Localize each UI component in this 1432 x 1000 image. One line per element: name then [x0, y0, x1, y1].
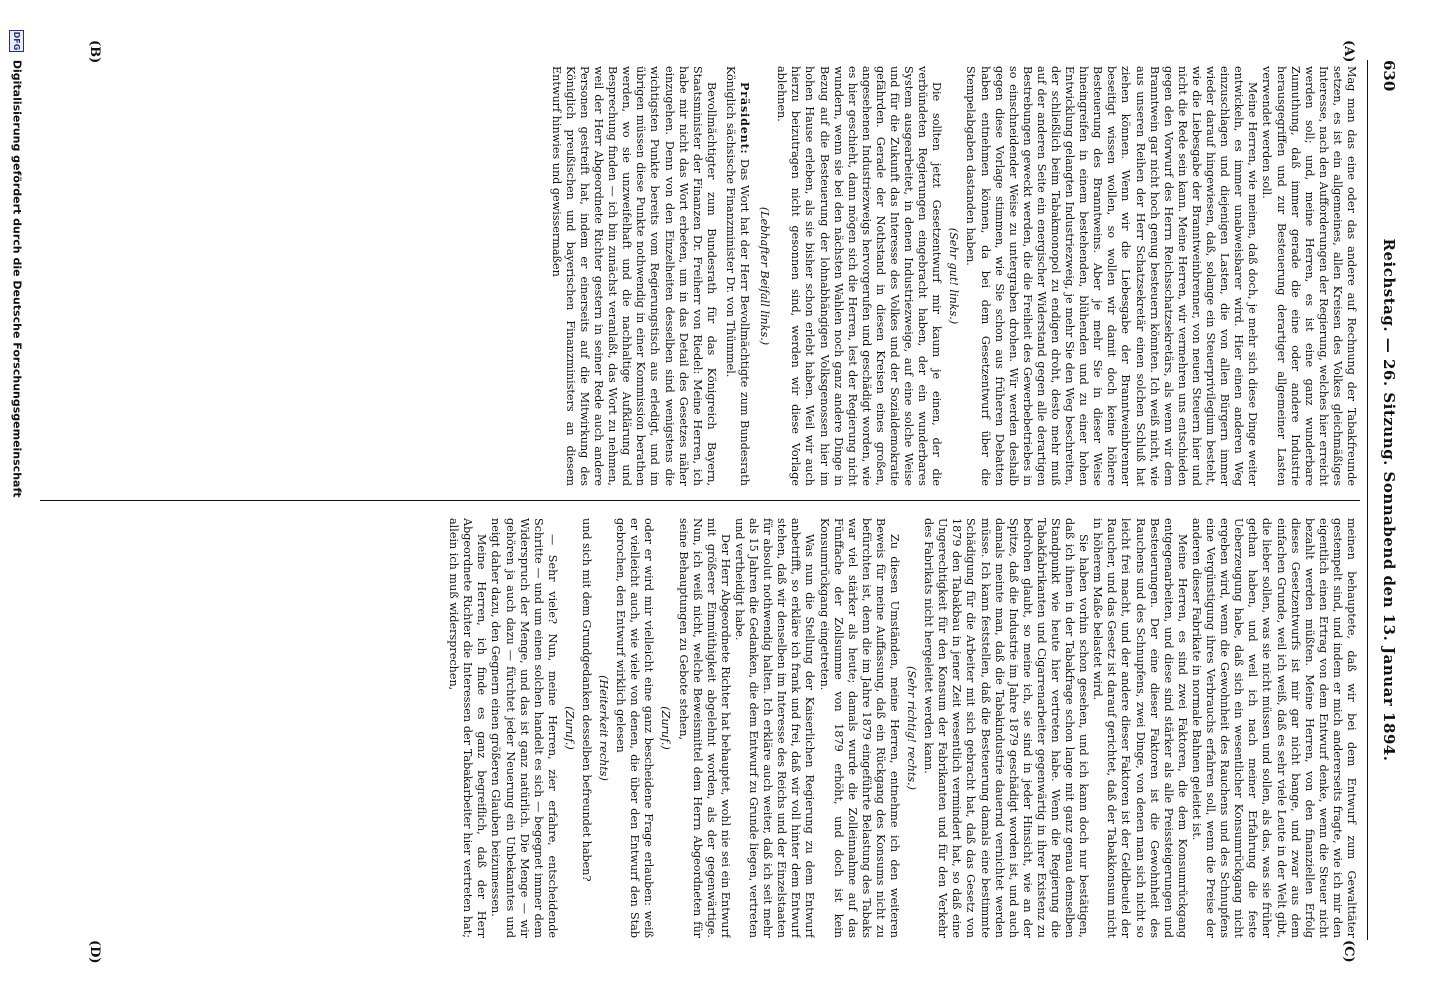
- paragraph: [613, 518, 655, 938]
- paragraph-text: (Sehr gut! links.): [947, 227, 961, 325]
- paragraph-text: (Sehr richtig! rechts.): [905, 665, 919, 791]
- paragraph: [774, 66, 943, 486]
- margin-mark-b: (B): [87, 40, 102, 64]
- paragraph-text: Das Wort hat der Herr Bevollmächtigte zum Bundesrath Königlich sächsische Finanzminister Dr. von Thümmel.: [723, 66, 752, 486]
- footer-text: Digitalisierung gefördert durch die Deutsche Forschungsgemeinschaft: [10, 59, 24, 498]
- interjection: [562, 518, 576, 938]
- paragraph: [488, 518, 558, 938]
- paragraph-text: Meine Herren, ich finde es ganz begreiflich, daß der Herr Abgeordnete Richter die Interessen der Tabakarbeiter hier vertreten hat; allein ich muß widersprechen,: [447, 518, 489, 938]
- paragraph-text: (Zuruf.): [562, 706, 576, 750]
- page-title: Reichstag. — 26. Sitzung. Sonnabend den 13. Januar 1894.: [1380, 238, 1398, 762]
- header-rule: [1367, 60, 1368, 940]
- interjection: [757, 66, 771, 486]
- interjection: [658, 518, 672, 938]
- paragraph-text: Was nun die Stellung der Kaiserlichen Regierung zu dem Entwurf anbetrifft, so erkläre ich frank und frei, daß wir voll hinter dem Entwurf stehen, daß wir denselben im Interesse des Reichs und der Einzelstaaten für absolut nothwendig halten. Ich erkläre auch weiter, daß ich seit mehr als 15 Jahren die Gedanken, die dem Entwurf zu Grunde liegen, vertreten und vertheidigt habe.: [732, 518, 817, 938]
- paragraph: [921, 518, 1090, 938]
- paragraph-text: Mag man das eine oder das andere auf Rechnung der Tabakfreunde setzen, es ist ein allgemeines, allen Kreisen des Volkes gleichmäßiges Interesse, nach den Aufforderungen der Regierung, welches hier erreicht werden soll; und, meine Herren, es ist eine ganz wunderbare Zumuthung, daß immer gerade die eine oder andere Industrie herausgegriffen und zur Besteuerung derartiger allgemeiner Lasten verwendet werden soll.: [1260, 66, 1358, 486]
- paragraph: [446, 518, 488, 938]
- margin-mark-a: (A): [1341, 40, 1356, 63]
- footer: [6, 30, 24, 940]
- paragraph-text: Der Herr Abgeordnete Richter hat behauptet, wohl nie sei ein Entwurf mit größerer Einmüthigkeit abgelehnt worden, als der gegenwärtige. Nun, ich weiß nicht, welche Beweismittel dem Herrn Abgeordneten für seine Behauptungen zu Gebote stehen,: [676, 518, 732, 938]
- paragraph: [732, 518, 817, 938]
- paragraph-text: Bevollmächtigter zum Bundesrath für das Königreich Bayern, Staatsminister der Finanzen Dr. Freiherr von Riedel: Meine Herren, ich habe mir nicht das Wort erbeten, um in das Detail des Gesetzes näher einzugehen. Denn von den Einzelheiten desselben sind wenigstens die wichtigsten Punkte bereits vom Regierungstisch aus erledigt, und im übrigen müssen diese Punkte nothwendig in einer Kommission berathen werden, wo sie unzweifelhaft und die nachhaltige Aufklärung und Besprechung finden — ich bin zunächst veranlaßt, das Wort zu nehmen, weil der Herr Abgeordnete Richter gestern in seiner Rede auch andere Personen gestreift hat, indem er einerseits auf die Mitwirkung des Königlich preußischen und bayerischen Finanzministers an diesem Entwurf hinwies und gewissermaßen: [549, 66, 718, 486]
- paragraph: [579, 518, 593, 938]
- page-number: 630: [1380, 60, 1398, 92]
- paragraph: [1189, 518, 1358, 938]
- paragraph: [1259, 66, 1358, 486]
- paragraph-text: und sich mit dem Grundgedanken desselben befreundet haben?: [580, 518, 594, 882]
- interjection: [946, 66, 960, 486]
- paragraph-text: oder er wird mir vielleicht eine ganz bescheidene Frage erlauben: weiß er vielleicht auch, wie viele von denen, die über den Entwurf den Stab gebrochen, den Entwurf wirklich gelesen: [614, 518, 656, 938]
- paragraph-text: (Heiterkeit rechts): [597, 675, 611, 781]
- paragraph-text: — Sehr viele? Nun, meine Herren, zier erfahre, entscheidende Schritte — und um einen solchen handelt es sich — begegnet immer dem Widerspruch der Menge, und das ist ganz natürlich. Die Menge — wir gehören ja auch dazu — fürchtet jeder Neuerung ein Unbekanntes und neigt daher dazu, den Gegnern einen größeren Glauben beizumessen.: [489, 518, 559, 938]
- paragraph-text: Sie haben vorhin schon gesehen, und ich kann doch nur bestätigen, daß ich ihnen in der Tabakfrage schon lange mit ganz genau demselben Standpunkt wie heute hier vertreten habe. Wenn die Regierung die Tabakfabrikanten und Cigarrenarbeiter gegenwärtig in ihrer Existenz zu bedrohen glaubt, so meine ich, sie sind in jeder Hinsicht, wie an der Spitze, daß die Industrie im Jahre 1879 geschädigt worden ist, und auch damals meinte man, daß die Tabakindustrie dauernd vernichtet werden müsse. Ich kann feststellen, daß die Besteuerung damals eine bestimmte Schädigung für die Arbeiter mit sich gebracht hat, daß das Gesetz von 1879 den Tabakbau in jener Zeit wesentlich vermindert hat, so daß eine Ungerechtigkeit für den Konsum der Fabrikanten und für den Verkehr des Fabrikats nicht hergeleitet werden kann.: [922, 518, 1091, 938]
- paragraph-text: Zu diesen Umständen, meine Herren, entnehme ich den weiteren Beweis für meine Auffassung, daß ein Rückgang des Konsums nicht zu befürchten ist, denn die im Jahre 1879 eingeführte Belastung des Tabaks war viel stärker als heute; damals wurde die Zolleinnahme auf das Fünffache der Zollsumme von 1879 erhöht, und doch ist kein Konsumrückgang eingetreten.: [817, 518, 901, 938]
- paragraph-text: (Zuruf.): [659, 706, 673, 750]
- margin-mark-c: (C): [1341, 940, 1356, 963]
- right-column: [40, 518, 1358, 938]
- paragraph-text: Meine Herren, es sind zwei Faktoren, die dem Konsumrückgang entgegenarbeiten, und diese sind stärker als alle Preissteigerungen und Besteuerungen. Der eine dieser Faktoren ist die Gewohnheit des Rauchens und des Schnupfens, zwei Dinge, von denen man sich nicht so leicht frei macht, und der andere dieser Faktoren ist der Geldbeutel der Raucher, und das Gesetz ist darauf gerichtet, daß der Tabakkonsum nicht in höherem Maße belastet wird.: [1091, 518, 1189, 938]
- paragraph-text: Meine Herren, wie meinen, daß doch, je mehr sich diese Dinge weiter entwickeln, es immer unabweisbarer wird. Hier einen anderen Weg einzuschlagen und diejenigen Lasten, die von allen Bürgern immer wieder darauf hingewiesen, daß, solange ein Steuerprivilegium besteht, wie die Liebesgabe der Branntweinbrenner, von neuen Steuern hier und nicht die Rede sein kann. Meine Herren, wir vermehren uns entschieden gegen den Vorwurf des Herrn Reichsschatzsekretärs, als wenn wir dem Branntwein gar nicht hoch genug besteuern könnten. Ich weiß nicht, wie aus unseren Reihen der Herr Schatzsekretär einen solchen Schluß hat ziehen können. Wenn wir die Liebesgabe der Branntweinbrenner beseitigt wissen wollen, so wollen wir damit doch keine höhere Besteuerung des Branntweins. Aber je mehr Sie in dieser Weise hineingreifen in einem bestehenden, blühenden und zu einer hohen Entwicklung gelangten Industriezweig, je mehr Sie den Weg beschreiten, der schließlich beim Tabakmonopol zu endigen droht, desto mehr muß auf der anderen Seite ein energischer Widerstand gegen alle derartigen Bestrebungen geweckt werden, die die Freiheit des Gewerbebetriebes in so einschneidender Weise zu untergraben drohen. Wir werden deshalb gegen diese Vorlage stimmen, wie Sie schon aus früheren Debatten haben entnehmen können, da bei dem Gesetzentwurf über die Stempelabgaben dastanden haben.: [964, 66, 1260, 486]
- paragraph: [676, 518, 732, 938]
- interjection: [904, 518, 918, 938]
- paragraph-text: (Lebhafter Beifall links.): [758, 206, 772, 346]
- paragraph: [963, 66, 1259, 486]
- margin-mark-d: (D): [87, 940, 102, 964]
- left-column: [40, 66, 1358, 486]
- page-header: [1370, 60, 1398, 940]
- paragraph: [1090, 518, 1189, 938]
- paragraph-text: Die sollten jetzt Gesetzentwurf mir kaum je einen, der die verbündeten Regierungen eingebracht haben, der ein wunderbares System ausgearbeitet, in denen Industriezweige, auf eine solche Weise und für die Zukunft das Interesse des Volkes und der Sozialdemokratie gefährden. Gerade der Nothstand in diesen Kreisen eines großen, angesehenen Industriezweigs hervorgerufen und geschädigt worden, wie es hier geschieht, dann mögen sich die Herren, lest der Regierung nicht wundern, wenn sie bei den nächsten Wahlen noch ganz andere Dinge in Bezug auf die Besteuerung der lohnabhängigen Volksgenossen hier im hohen Hause erleben, als sie bisher schon erlebt haben. Weil wir auch hierzu beizutragen nicht gesonnen sind, werden wir diese Vorlage ablehnen.: [775, 66, 944, 486]
- dfg-logo-icon: DFG: [9, 30, 24, 52]
- speaker-label: Präsident:: [738, 82, 753, 155]
- paragraph: [549, 66, 718, 486]
- interjection: [596, 518, 610, 938]
- paragraph-text: meinen behauptete, daß wir bei dem Entwurf zum Gewalttäter gestempelt sind, und indem er mich andererseits fragte, wie ich mir den eigentlich einen Ertrag von dem Entwurf denke, wenn die Steuer nicht bezahlt werden müßten. Meine Herren, von den finanziellen Erfolg dieses Gesetzentwurfs ist mir gar nicht bange, und zwar aus dem einfachen Grunde, weil ich weiß, daß es sehr viele Leute in der Welt gibt, die lieber sollen, was sie nicht müssen und sollen, als das, was sie früher gethan haben, und weil ich nach meiner Erfahrung die feste Ueberzeugung habe, daß sich ein wesentlicher Konsumrückgang nicht ergeben wird, wenn die Gewohnheit des Rauchens und des Schnupfens eine Vergünstigung ihres Verbrauchs erfahren soll, wenn die Preise der anderen dieser Fabrikate in normale Bahnen geleitet ist.: [1189, 518, 1358, 938]
- paragraph: [723, 66, 752, 486]
- paragraph: [816, 518, 901, 938]
- column-rule: [40, 500, 1360, 501]
